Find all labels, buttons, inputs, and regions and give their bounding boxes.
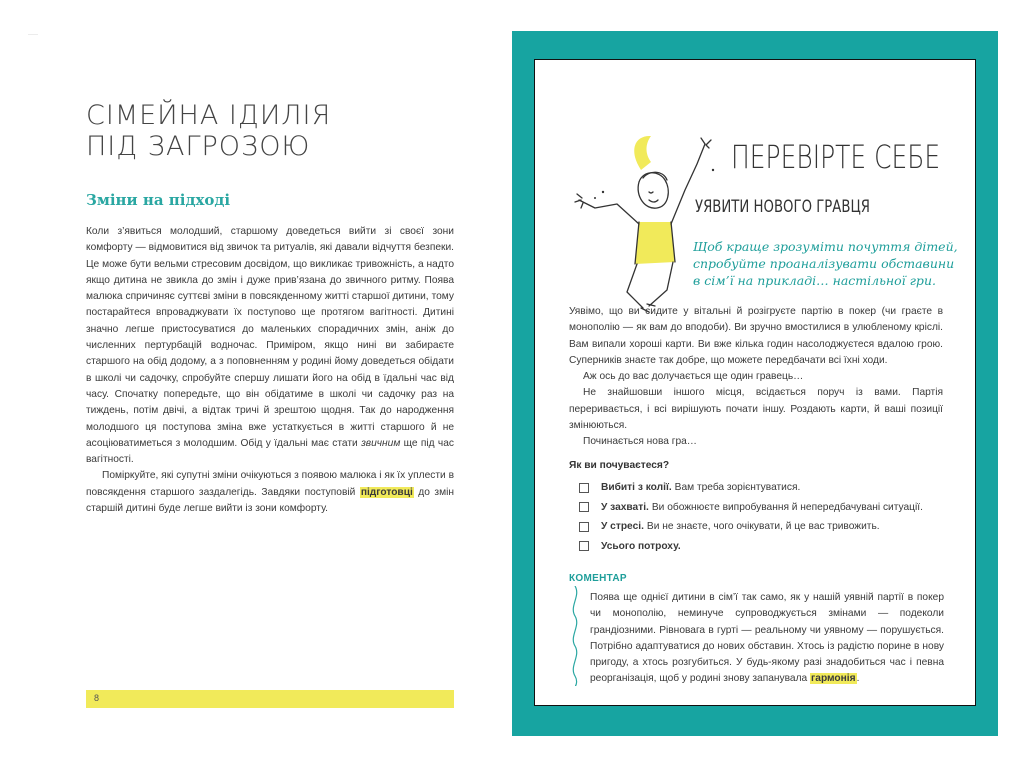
answer-option[interactable]: [579, 498, 959, 518]
wavy-line-decoration: [569, 586, 581, 686]
story-paragraph: Уявімо, що ви сидите у вітальні й розігруєте партію в покер (чи граєте в монополію — як вам до вподоби). Ви зручно вмостилися в улюбленому кріслі. Вам випали хороші карти. Ви вже кілька годин насолоджуєтеся вдалою грою. Суперників знаєте так добре, що можете передбачати всі їхні ходи.: [569, 306, 943, 366]
ponytail-shape: [634, 136, 651, 170]
checkbox[interactable]: [579, 522, 589, 532]
lead-text: [693, 238, 963, 289]
option-text: Вам треба зорієнтуватися.: [674, 482, 801, 494]
option-bold-label: У захваті.: [601, 501, 649, 513]
page-number: 8: [94, 693, 100, 703]
comment-paragraph: [590, 590, 944, 688]
jumping-girl-illustration: [573, 130, 723, 320]
left-leg-line: [627, 264, 643, 308]
answer-option[interactable]: [579, 478, 959, 498]
right-page: [512, 31, 998, 736]
paragraph-text: Коли з’явиться молодший, старшому доведеться вийти зі своєї зони комфорту — відмовитися від звичок та ритуалів, які давали відчуття безпеки. Це може бути вельми стресовим досвідом, що викликає тривожність, а надто якщо дитина не звикла до змін і дуже прив’язана до звичного ритму. Поява малюка спричиняє суттєві зміни в повсякденному житті старшої дитини, тому постарайтеся впроваджувати їх поступово ще протягом вагітності. Дитині значно легше пристосуватися до маленьких спорадичних змін, аніж до численних пертурбацій водночас. Приміром, якщо нині ви забираєте старшого на обід додому, а з поповненням у родині йому доведеться обідати в школі чи садочку, спробуйте спершу лишати його на обід в їдальні час від часу. Спочатку попередьте, що він обідатиме в школі чи садочку раз на тиждень, потім двічі, а відтак тричі й зрештою щодня. Так до народження молодшого ця поступова зміна вже устаткується в житті старшого й не асоціюватиметься з молодшим. Обід у їдальні має стати: [86, 226, 454, 449]
paragraph-text: ще під час вагітності.: [86, 437, 454, 466]
option-bold-label: Вибиті з колії.: [601, 482, 672, 494]
checkbox[interactable]: [579, 483, 589, 493]
answer-option[interactable]: [579, 517, 959, 537]
smile-line: [649, 200, 658, 202]
chapter-title: [86, 100, 466, 162]
left-body-text: [86, 224, 454, 517]
self-test-card: [534, 59, 976, 706]
story-text: [569, 304, 943, 451]
page-number-bar: [86, 690, 454, 708]
body-paragraph: [86, 224, 454, 468]
highlighted-word: підготовці: [360, 486, 413, 498]
option-bold-label: Усього потроху.: [601, 540, 681, 552]
shirt-shape: [635, 222, 675, 264]
checkbox[interactable]: [579, 541, 589, 551]
story-paragraph: Аж ось до вас долучається ще один гравець…: [583, 371, 804, 383]
self-test-subtitle: УЯВИТИ НОВОГО ГРАВЦЯ: [695, 197, 870, 217]
answer-option[interactable]: [579, 537, 959, 557]
checkbox[interactable]: [579, 502, 589, 512]
paragraph-text: Поміркуйте, які супутні зміни очікуються з появою малюка і як їх уплести в повсякдення старшого заздалегідь. Завдяки поступовій: [86, 470, 454, 498]
comment-text-part: Поява ще однієї дитини в сім’ї так само, як у нашій уявній партії в покер чи монополію, неминуче супроводжується змінами — подеколи грандіозними. Рівновага в гурті — реальному чи уявному — порушується. Потрібно адаптуватися до нових обставин. Хтось із радістю порине в нову пригоду, а хтось розгубиться. У будь-якому разі знадобиться час і певна реорганізація, щоб у родині знову запанувала: [590, 592, 944, 685]
story-paragraph: Не знайшовши іншого місця, всідається поруч із вами. Партія переривається, і всі вирішують почати іншу. Роздають карти, й ваші позиції змінюються.: [569, 387, 943, 432]
chapter-title-line-2: ПІД ЗАГРОЗОЮ: [86, 131, 311, 162]
right-hand-lines: [701, 138, 711, 148]
corner-mark: [28, 34, 38, 41]
body-paragraph: [86, 468, 454, 517]
paragraph-text: до змін старшій дитині буде легше вийти із зони комфорту.: [86, 486, 454, 515]
comment-text-part: .: [856, 673, 860, 685]
self-test-title: ПЕРЕВІРТЕ СЕБЕ: [731, 138, 941, 176]
answer-options: [579, 478, 959, 556]
option-bold-label: У стресі.: [601, 521, 644, 533]
lead-line-2: спробуйте проаналізувати обставини: [693, 256, 955, 271]
comment-text: [590, 590, 944, 688]
lead-line-3: в сім’ї на прикладі… настільної гри.: [693, 273, 936, 288]
italic-word: звичним: [361, 437, 401, 449]
comment-heading: КОМЕНТАР: [569, 573, 627, 584]
story-paragraph: Починається нова гра…: [583, 436, 697, 448]
question-heading: Як ви почуваєтеся?: [569, 460, 670, 471]
option-text: Ви не знаєте, чого очікувати, й це вас тривожить.: [646, 521, 880, 533]
chapter-title-line-1: СІМЕЙНА ІДИЛІЯ: [86, 100, 332, 131]
lead-line-1: Щоб краще зрозуміти почуття дітей,: [693, 239, 958, 254]
left-arm-line: [579, 200, 639, 224]
eye-line: [649, 192, 653, 193]
highlighted-word: гармонія: [811, 673, 856, 685]
option-text: Ви обожнюєте випробування й непередбачувані ситуації.: [651, 501, 923, 513]
section-heading: Зміни на підході: [86, 191, 231, 209]
right-leg-line: [649, 262, 673, 306]
